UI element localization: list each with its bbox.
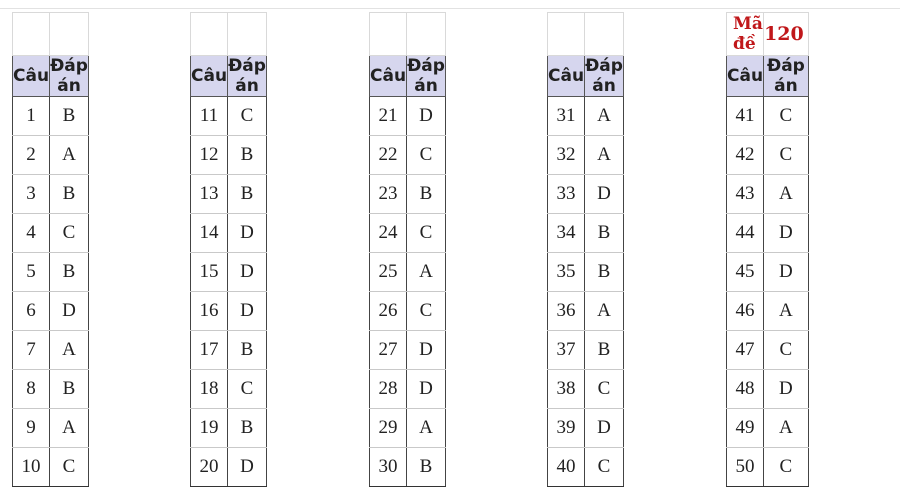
answer-letter: B [407,175,446,214]
answer-letter: B [50,370,89,409]
header-answer: Đáp án [764,56,809,97]
blank-cell [585,13,624,56]
table-row [370,292,446,331]
blank-cell [548,13,585,56]
table-row [13,409,89,448]
answer-letter: A [764,292,809,331]
answer-letter: B [50,253,89,292]
question-number: 8 [13,370,50,409]
answer-letter: A [50,331,89,370]
answer-letter: A [585,292,624,331]
question-number: 21 [370,97,407,136]
answer-letter: A [407,253,446,292]
answer-letter: A [585,97,624,136]
question-number: 18 [191,370,228,409]
question-number: 46 [727,292,764,331]
table-row [548,97,624,136]
question-number: 29 [370,409,407,448]
question-number: 4 [13,214,50,253]
question-number: 26 [370,292,407,331]
question-number: 32 [548,136,585,175]
answer-letter: B [228,136,267,175]
answer-letter: D [764,253,809,292]
table-row [13,136,89,175]
table-row [370,331,446,370]
answer-letter: C [764,136,809,175]
question-number: 11 [191,97,228,136]
answer-letter: B [585,214,624,253]
question-number: 49 [727,409,764,448]
question-number: 38 [548,370,585,409]
blank-cell [191,13,228,56]
answer-letter: D [407,331,446,370]
blank-cell [407,13,446,56]
table-row [727,370,809,409]
answer-letter: D [407,370,446,409]
answer-letter: D [764,370,809,409]
table-row [727,175,809,214]
answer-letter: D [228,214,267,253]
header-answer: Đáp án [585,56,623,96]
question-number: 9 [13,409,50,448]
top-rule [0,8,900,9]
answer-letter: B [228,331,267,370]
question-number: 44 [727,214,764,253]
question-number: 37 [548,331,585,370]
answer-letter: A [407,409,446,448]
table-row [370,97,446,136]
question-number: 22 [370,136,407,175]
question-number: 15 [191,253,228,292]
question-number: 48 [727,370,764,409]
question-number: 30 [370,448,407,487]
table-row [191,448,267,487]
table-row [191,370,267,409]
answer-letter: B [585,253,624,292]
question-number: 7 [13,331,50,370]
question-number: 34 [548,214,585,253]
question-number: 41 [727,97,764,136]
question-number: 45 [727,253,764,292]
question-number: 5 [13,253,50,292]
table-row [13,175,89,214]
question-number: 19 [191,409,228,448]
table-row [727,331,809,370]
answer-letter: B [50,175,89,214]
header-answer: Đáp án [228,56,266,96]
table-row [13,253,89,292]
answer-table-3 [369,12,446,487]
answer-letter: B [585,331,624,370]
header-question: Câu [191,56,228,97]
answer-letter: B [407,448,446,487]
table-row [727,97,809,136]
table-row [727,253,809,292]
answer-letter: C [228,370,267,409]
answer-letter: A [50,136,89,175]
header-answer: Đáp án [407,56,445,96]
table-row [548,331,624,370]
header-question: Câu [727,56,764,97]
table-row [727,214,809,253]
question-number: 25 [370,253,407,292]
blank-cell [370,13,407,56]
table-row [191,97,267,136]
table-row [548,370,624,409]
answer-letter: B [228,409,267,448]
answer-table-4 [547,12,624,487]
question-number: 27 [370,331,407,370]
table-row [548,448,624,487]
answer-letter: D [585,409,624,448]
question-number: 14 [191,214,228,253]
table-row [727,292,809,331]
table-row [191,253,267,292]
answer-letter: C [585,370,624,409]
answer-letter: C [764,331,809,370]
table-row [548,409,624,448]
table-row [370,409,446,448]
header-answer: Đáp án [50,56,88,96]
table-row [370,214,446,253]
question-number: 20 [191,448,228,487]
table-row [727,409,809,448]
answer-letter: B [228,175,267,214]
question-number: 23 [370,175,407,214]
question-number: 12 [191,136,228,175]
header-question: Câu [548,56,585,97]
table-row [370,175,446,214]
question-number: 31 [548,97,585,136]
answer-letter: D [228,448,267,487]
exam-code-value: 120 [764,13,809,56]
answer-letter: C [50,448,89,487]
table-row [191,292,267,331]
question-number: 47 [727,331,764,370]
question-number: 40 [548,448,585,487]
header-question: Câu [13,56,50,97]
question-number: 16 [191,292,228,331]
blank-cell [50,13,89,56]
table-row [13,214,89,253]
answer-letter: D [585,175,624,214]
question-number: 3 [13,175,50,214]
answer-table-2 [190,12,267,487]
question-number: 24 [370,214,407,253]
table-row [370,136,446,175]
table-row [548,292,624,331]
table-row [191,175,267,214]
question-number: 6 [13,292,50,331]
table-row [191,136,267,175]
question-number: 10 [13,448,50,487]
question-number: 43 [727,175,764,214]
question-number: 50 [727,448,764,487]
answer-table-1 [12,12,89,487]
exam-code-label: Mã đề [727,13,764,56]
table-row [191,214,267,253]
table-row [370,448,446,487]
table-row [191,331,267,370]
question-number: 1 [13,97,50,136]
table-row [548,214,624,253]
answer-letter: C [50,214,89,253]
table-row [727,136,809,175]
answer-letter: A [585,136,624,175]
answer-letter: C [585,448,624,487]
answer-letter: C [764,97,809,136]
answer-letter: C [407,214,446,253]
answer-letter: B [50,97,89,136]
question-number: 17 [191,331,228,370]
answer-letter: D [228,253,267,292]
answer-letter: D [228,292,267,331]
question-number: 2 [13,136,50,175]
question-number: 35 [548,253,585,292]
answer-letter: A [764,409,809,448]
table-row [13,331,89,370]
table-row [13,448,89,487]
blank-cell [228,13,267,56]
question-number: 42 [727,136,764,175]
answer-letter: A [764,175,809,214]
table-row [548,136,624,175]
table-row [548,253,624,292]
blank-cell [13,13,50,56]
header-question: Câu [370,56,407,97]
question-number: 39 [548,409,585,448]
table-row [370,370,446,409]
question-number: 13 [191,175,228,214]
answer-letter: D [50,292,89,331]
question-number: 33 [548,175,585,214]
question-number: 28 [370,370,407,409]
table-row [727,448,809,487]
answer-letter: C [407,292,446,331]
table-row [370,253,446,292]
answer-letter: D [764,214,809,253]
table-row [13,370,89,409]
answer-letter: A [50,409,89,448]
answer-letter: D [407,97,446,136]
table-row [13,292,89,331]
answer-letter: C [228,97,267,136]
answer-table-5 [726,12,809,487]
question-number: 36 [548,292,585,331]
table-row [13,97,89,136]
table-row [191,409,267,448]
answer-letter: C [407,136,446,175]
table-row [548,175,624,214]
answer-letter: C [764,448,809,487]
